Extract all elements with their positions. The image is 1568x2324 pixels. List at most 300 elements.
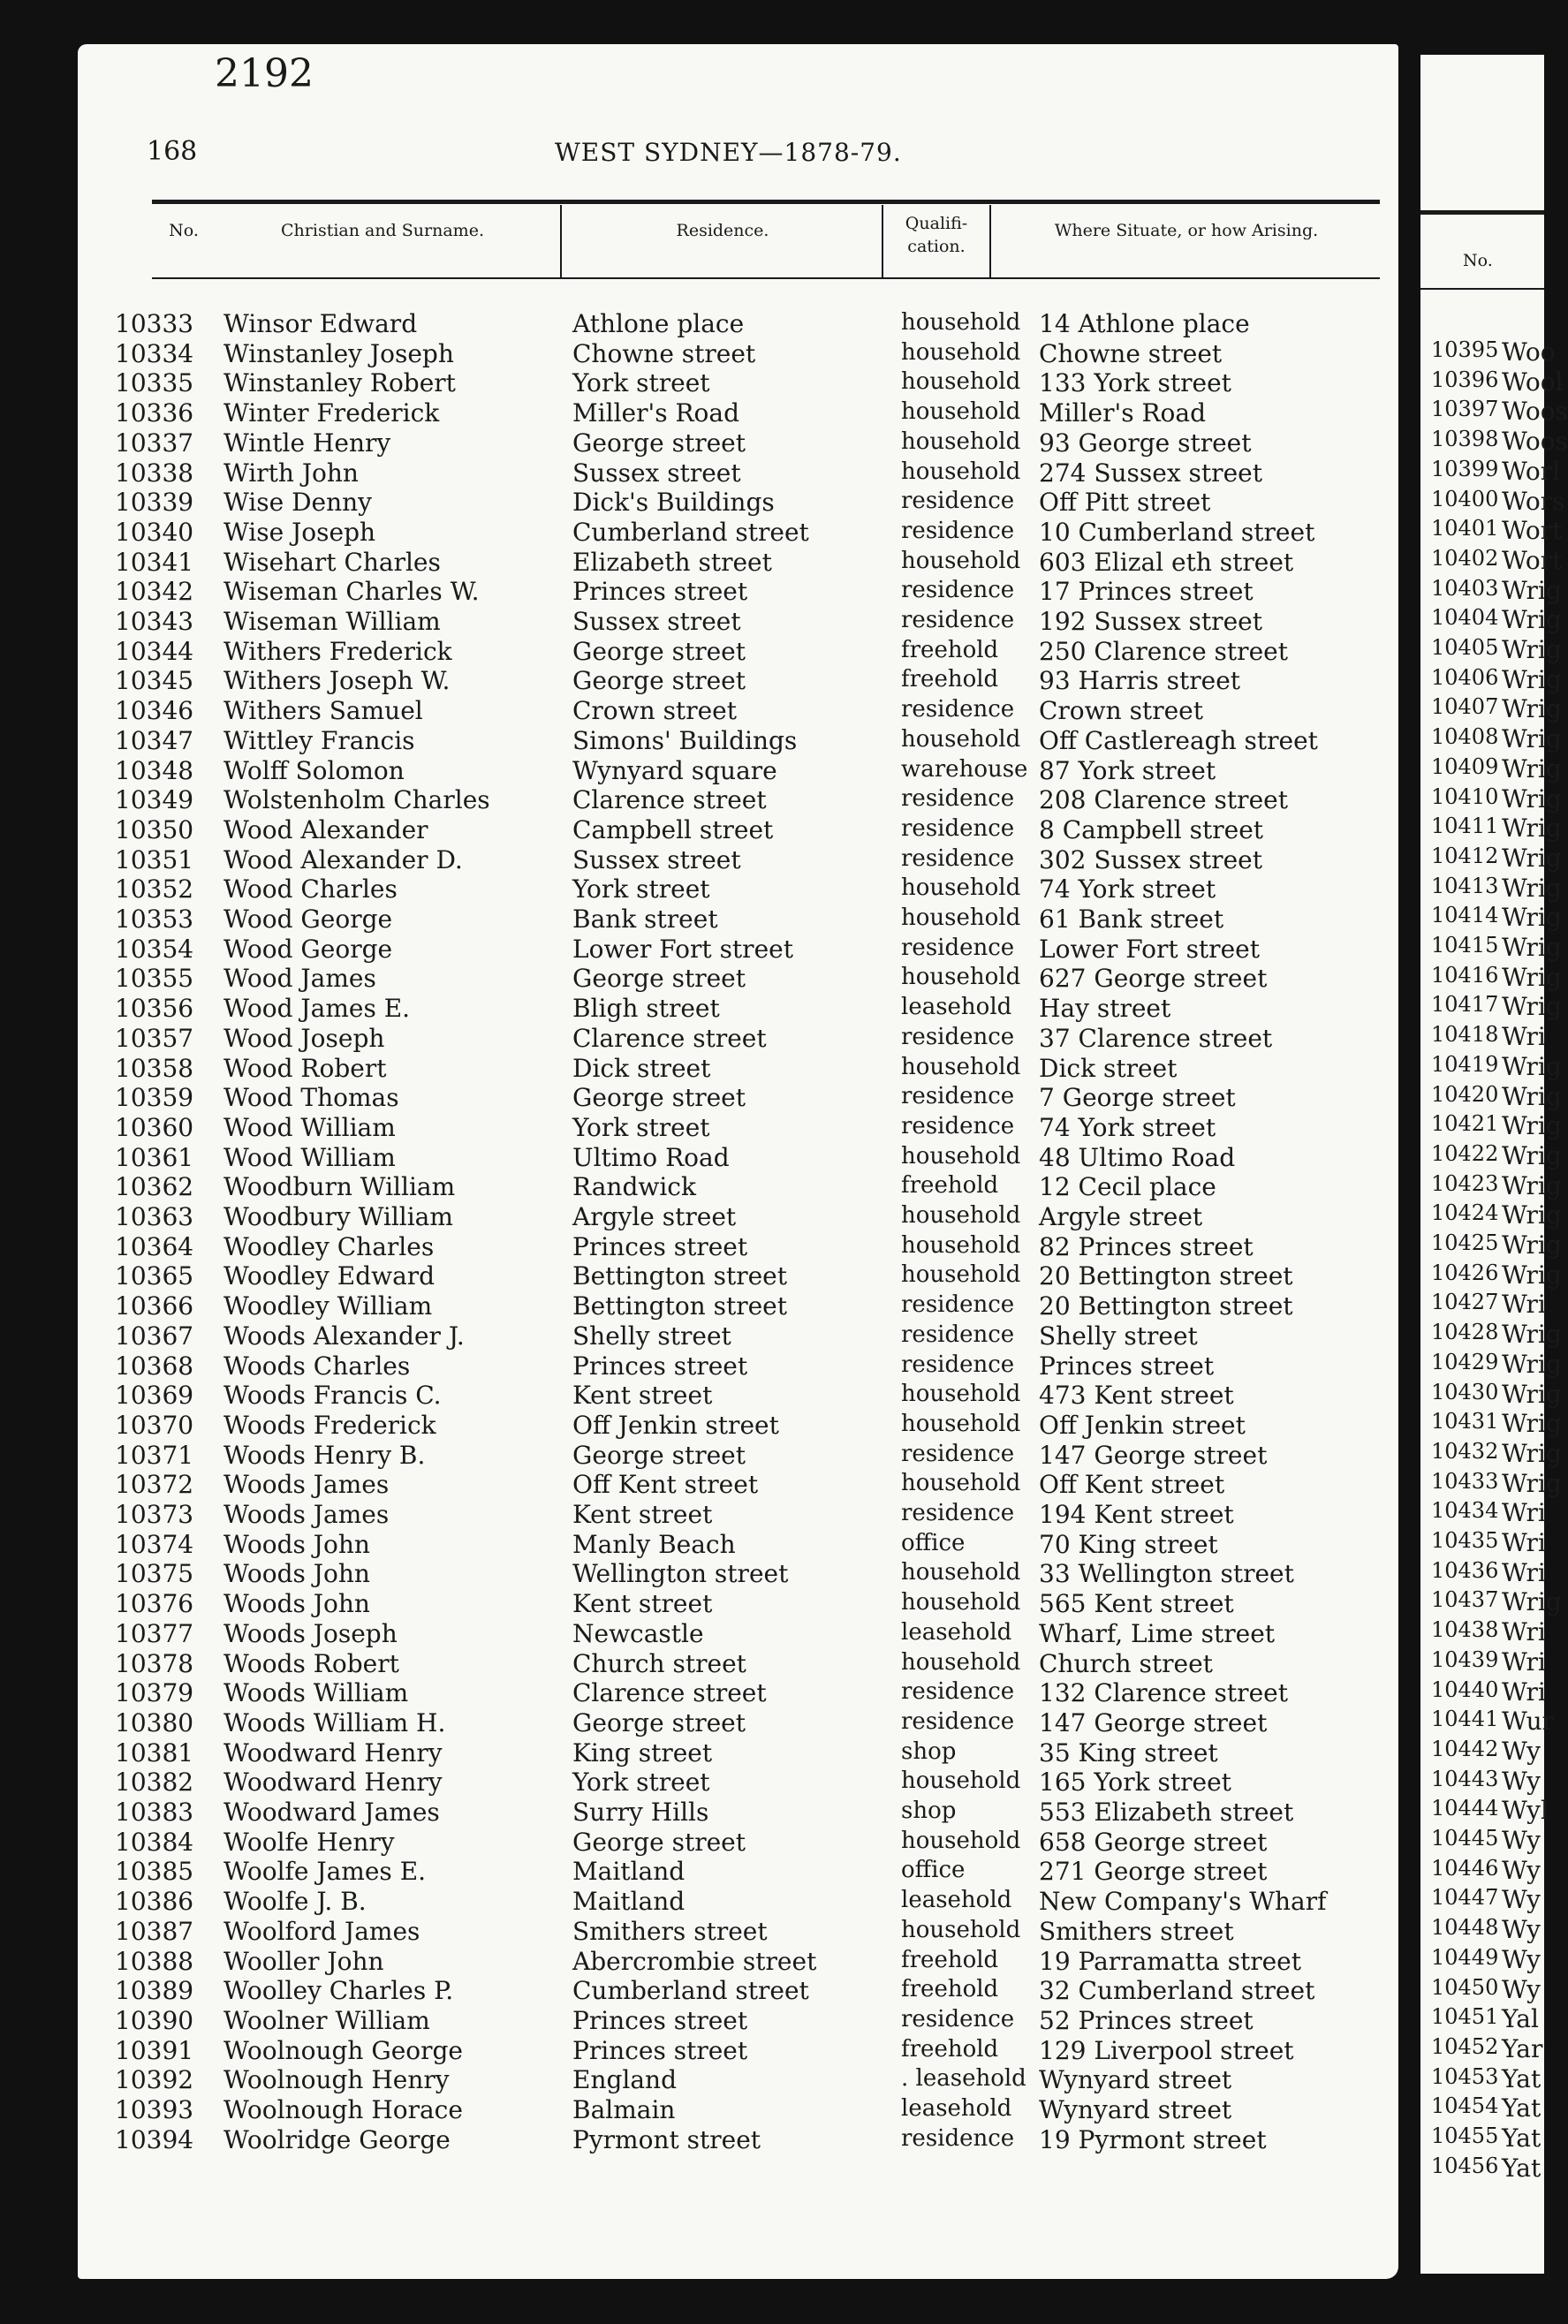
entry-number: 10385 <box>115 1857 194 1887</box>
elector-qualification: household <box>901 1768 1021 1795</box>
entry-number: 10361 <box>115 1142 194 1172</box>
elector-name: Woods Alexander J. <box>223 1321 465 1351</box>
elector-residence: Clarence street <box>572 1678 767 1708</box>
adjacent-name-fragment: Wort <box>1502 545 1563 575</box>
elector-qualification: freehold <box>901 2035 999 2063</box>
elector-name: Woods James <box>223 1500 390 1529</box>
elector-qualification: household <box>901 905 1021 931</box>
adjacent-name-fragment: Wrig <box>1502 753 1562 783</box>
elector-qualification: household <box>901 547 1021 574</box>
property-location: 93 George street <box>1039 428 1252 458</box>
elector-qualification: residence <box>901 785 1015 813</box>
adjacent-entry-number: 10400 <box>1431 486 1499 511</box>
elector-residence: Sussex street <box>572 458 741 488</box>
entry-number: 10394 <box>115 2124 194 2154</box>
elector-name: Wood George <box>223 934 393 964</box>
adjacent-name-fragment: Woo <box>1502 337 1556 367</box>
adjacent-name-fragment: Wrig <box>1502 575 1562 605</box>
property-location: 33 Wellington street <box>1039 1559 1294 1589</box>
entry-number: 10367 <box>115 1321 194 1351</box>
elector-residence: Off Jenkin street <box>572 1410 779 1440</box>
elector-residence: Kent street <box>572 1589 713 1619</box>
property-location: Wynyard street <box>1039 2065 1232 2095</box>
elector-qualification: household <box>901 1231 1021 1259</box>
header-top-rule <box>152 200 1380 204</box>
property-location: 93 Harris street <box>1039 666 1241 696</box>
elector-qualification: household <box>901 1648 1021 1676</box>
adjacent-name-fragment: Wur <box>1502 1707 1555 1737</box>
entry-number: 10343 <box>115 607 194 636</box>
adjacent-entry-number: 10438 <box>1431 1617 1499 1643</box>
adjacent-name-fragment: Wrig <box>1502 843 1562 873</box>
adjacent-name-fragment: Wrig <box>1502 903 1562 933</box>
entry-number: 10356 <box>115 994 194 1024</box>
entry-number: 10366 <box>115 1291 194 1321</box>
property-location: New Company's Wharf <box>1039 1887 1327 1917</box>
elector-qualification: freehold <box>901 1946 999 1973</box>
elector-name: Woods John <box>223 1559 370 1589</box>
elector-residence: Bettington street <box>572 1291 788 1321</box>
adjacent-name-fragment: Wrig <box>1502 1111 1562 1141</box>
adjacent-entry-number: 10405 <box>1431 635 1499 660</box>
adjacent-name-fragment: Wrig <box>1502 1230 1562 1260</box>
adjacent-name-fragment: Wri <box>1502 1290 1546 1320</box>
elector-qualification: household <box>901 1916 1021 1943</box>
entry-number: 10380 <box>115 1707 194 1737</box>
elector-residence: Campbell street <box>572 814 774 844</box>
entry-number: 10391 <box>115 2035 194 2065</box>
property-location: 271 George street <box>1039 1857 1268 1887</box>
elector-residence: Newcastle <box>572 1618 704 1648</box>
elector-qualification: leasehold <box>901 1887 1012 1914</box>
elector-name: Withers Samuel <box>223 696 423 726</box>
entry-number: 10363 <box>115 1202 194 1231</box>
column-divider <box>989 205 991 277</box>
elector-residence: Clarence street <box>572 1023 767 1053</box>
elector-qualification: household <box>901 1559 1021 1586</box>
adjacent-entry-number: 10412 <box>1431 843 1499 868</box>
elector-name: Withers Joseph W. <box>223 666 451 696</box>
entry-number: 10378 <box>115 1648 194 1678</box>
property-location: 165 York street <box>1039 1768 1231 1798</box>
property-location: 274 Sussex street <box>1039 458 1262 488</box>
elector-residence: Off Kent street <box>572 1470 759 1500</box>
elector-qualification: household <box>901 338 1021 366</box>
property-location: Miller's Road <box>1039 398 1207 428</box>
adjacent-entry-number: 10407 <box>1431 694 1499 720</box>
elector-residence: Argyle street <box>572 1202 737 1231</box>
elector-residence: George street <box>572 1827 746 1857</box>
elector-qualification: residence <box>901 844 1015 872</box>
elector-qualification: residence <box>901 696 1015 723</box>
elector-name: Woods Henry B. <box>223 1440 426 1470</box>
entry-number: 10333 <box>115 309 194 338</box>
property-location: 553 Elizabeth street <box>1039 1798 1294 1827</box>
elector-name: Woods Joseph <box>223 1618 398 1648</box>
adjacent-entry-number: 10431 <box>1431 1409 1499 1435</box>
entry-number: 10346 <box>115 696 194 726</box>
adjacent-name-fragment: Wri <box>1502 1617 1546 1647</box>
elector-residence: Princes street <box>572 577 748 607</box>
adjacent-entry-number: 10427 <box>1431 1290 1499 1315</box>
entry-number: 10384 <box>115 1827 194 1857</box>
adjacent-entry-number: 10433 <box>1431 1468 1499 1494</box>
adjacent-name-fragment: Wrig <box>1502 1200 1562 1230</box>
adjacent-name-fragment: Wrig <box>1502 664 1562 694</box>
adjacent-entry-number: 10411 <box>1431 814 1499 839</box>
elector-qualification: residence <box>901 577 1015 604</box>
entry-number: 10355 <box>115 964 194 994</box>
adjacent-page-edge <box>1420 55 1568 2274</box>
elector-qualification: household <box>901 1261 1021 1289</box>
adjacent-name-fragment: Wrig <box>1502 1438 1562 1468</box>
property-location: 19 Parramatta street <box>1039 1946 1302 1976</box>
elector-residence: Princes street <box>572 1231 748 1261</box>
adjacent-entry-number: 10395 <box>1431 337 1499 362</box>
elector-qualification: freehold <box>901 1976 999 2003</box>
elector-name: Wise Joseph <box>223 517 376 547</box>
elector-residence: Randwick <box>572 1172 696 1202</box>
adjacent-name-fragment: Wy <box>1502 1766 1541 1796</box>
elector-residence: Cumberland street <box>572 517 809 547</box>
elector-residence: Cumberland street <box>572 1976 809 2006</box>
elector-residence: Elizabeth street <box>572 547 772 577</box>
adjacent-name-fragment: Wy <box>1502 1915 1541 1945</box>
entry-number: 10349 <box>115 785 194 815</box>
elector-qualification: residence <box>901 1112 1015 1139</box>
elector-qualification: shop <box>901 1798 957 1824</box>
property-location: Crown street <box>1039 696 1203 726</box>
elector-name: Woods William H. <box>223 1707 446 1737</box>
adjacent-entry-number: 10398 <box>1431 427 1499 452</box>
adjacent-entry-number: 10453 <box>1431 2063 1499 2089</box>
elector-name: Wolstenholm Charles <box>223 785 490 815</box>
elector-residence: George street <box>572 1083 746 1113</box>
elector-qualification: household <box>901 458 1021 485</box>
entry-number: 10337 <box>115 428 194 458</box>
adjacent-entry-number: 10426 <box>1431 1260 1499 1285</box>
elector-qualification: residence <box>901 1500 1015 1526</box>
elector-name: Woods Francis C. <box>223 1381 442 1411</box>
adjacent-name-fragment: Woos <box>1502 397 1568 427</box>
entry-number: 10340 <box>115 517 194 547</box>
property-location: 20 Bettington street <box>1039 1261 1293 1291</box>
adjacent-entry-number: 10402 <box>1431 545 1499 571</box>
entry-number: 10377 <box>115 1618 194 1648</box>
adjacent-name-fragment: Yat <box>1502 2093 1541 2123</box>
property-location: Lower Fort street <box>1039 934 1260 964</box>
adjacent-name-fragment: Wrig <box>1502 873 1562 903</box>
entry-number: 10383 <box>115 1798 194 1827</box>
entry-number: 10376 <box>115 1589 194 1619</box>
entry-number: 10353 <box>115 905 194 934</box>
adjacent-entry-number: 10456 <box>1431 2153 1499 2178</box>
property-location: 8 Campbell street <box>1039 814 1264 844</box>
elector-qualification: household <box>901 1142 1021 1170</box>
elector-qualification: household <box>901 368 1021 396</box>
adjacent-name-fragment: Wrig <box>1502 1320 1562 1350</box>
entry-number: 10393 <box>115 2095 194 2124</box>
adjacent-name-fragment: Wrig <box>1502 1468 1562 1498</box>
adjacent-name-fragment: Wyl <box>1502 1796 1549 1826</box>
adjacent-entry-number: 10410 <box>1431 783 1499 809</box>
property-location: 61 Bank street <box>1039 905 1224 934</box>
adjacent-entry-number: 10422 <box>1431 1140 1499 1166</box>
elector-qualification: residence <box>901 814 1015 842</box>
property-location: 10 Cumberland street <box>1039 517 1315 547</box>
elector-name: Wood Alexander <box>223 814 428 844</box>
elector-residence: George street <box>572 1440 746 1470</box>
adjacent-entry-number: 10421 <box>1431 1111 1499 1137</box>
property-location: 250 Clarence street <box>1039 636 1288 666</box>
entry-number: 10375 <box>115 1559 194 1589</box>
property-location: Off Castlereagh street <box>1039 725 1318 755</box>
elector-qualification: . leasehold <box>901 2065 1026 2093</box>
property-location: 192 Sussex street <box>1039 607 1262 636</box>
adjacent-entry-number: 10443 <box>1431 1766 1499 1791</box>
elector-residence: Ultimo Road <box>572 1142 730 1172</box>
adjacent-name-fragment: Wrig <box>1502 992 1562 1022</box>
entry-number: 10344 <box>115 636 194 666</box>
elector-residence: Dick street <box>572 1053 711 1083</box>
property-location: 7 George street <box>1039 1083 1236 1113</box>
property-location: 52 Princes street <box>1039 2005 1254 2035</box>
page-number: 168 <box>147 136 198 167</box>
elector-residence: George street <box>572 666 746 696</box>
elector-name: Woodley William <box>223 1291 433 1321</box>
property-location: Shelly street <box>1039 1321 1198 1351</box>
adjacent-entry-number: 10444 <box>1431 1796 1499 1821</box>
elector-residence: Balmain <box>572 2095 676 2124</box>
entry-number: 10374 <box>115 1529 194 1559</box>
adjacent-entry-number: 10435 <box>1431 1528 1499 1553</box>
elector-residence: Clarence street <box>572 785 767 815</box>
property-location: 129 Liverpool street <box>1039 2035 1294 2065</box>
elector-residence: Maitland <box>572 1857 686 1887</box>
adjacent-entry-number: 10414 <box>1431 903 1499 928</box>
adjacent-name-fragment: Wrig <box>1502 1409 1562 1439</box>
adjacent-name-fragment: Wri <box>1502 1677 1546 1707</box>
column-divider <box>560 205 562 277</box>
elector-name: Wood Joseph <box>223 1023 385 1053</box>
property-location: Wynyard street <box>1039 2095 1232 2124</box>
adjacent-entry-number: 10451 <box>1431 2004 1499 2030</box>
entry-number: 10350 <box>115 814 194 844</box>
entry-number: 10357 <box>115 1023 194 1053</box>
adjacent-name-fragment: Wy <box>1502 1885 1541 1915</box>
property-location: 627 George street <box>1039 964 1268 994</box>
adjacent-name-fragment: Yat <box>1502 2153 1541 2183</box>
entry-number: 10388 <box>115 1946 194 1976</box>
property-location: Chowne street <box>1039 338 1223 368</box>
adjacent-header-rule <box>1420 288 1544 290</box>
adjacent-entry-number: 10442 <box>1431 1736 1499 1761</box>
property-location: 17 Princes street <box>1039 577 1254 607</box>
elector-residence: Simons' Buildings <box>572 725 798 755</box>
adjacent-entry-number: 10424 <box>1431 1200 1499 1226</box>
elector-name: Withers Frederick <box>223 636 452 666</box>
entry-number: 10362 <box>115 1172 194 1202</box>
property-location: 208 Clarence street <box>1039 785 1288 815</box>
elector-qualification: residence <box>901 1083 1015 1110</box>
property-location: 70 King street <box>1039 1529 1218 1559</box>
adjacent-name-fragment: Yal <box>1502 2004 1539 2034</box>
adjacent-entry-number: 10401 <box>1431 516 1499 541</box>
header-name: Christian and Surname. <box>281 221 484 240</box>
entry-number: 10386 <box>115 1887 194 1917</box>
header-where: Where Situate, or how Arising. <box>1054 221 1319 240</box>
elector-name: Woodward Henry <box>223 1737 443 1768</box>
elector-qualification: household <box>901 1053 1021 1080</box>
adjacent-entry-number: 10447 <box>1431 1885 1499 1911</box>
elector-qualification: residence <box>901 1351 1015 1378</box>
entry-number: 10334 <box>115 338 194 368</box>
elector-residence: Manly Beach <box>572 1529 736 1559</box>
property-location: 14 Athlone place <box>1039 309 1250 338</box>
adjacent-name-fragment: Yar <box>1502 2033 1543 2063</box>
property-location: 87 York street <box>1039 755 1216 785</box>
entry-number: 10352 <box>115 874 194 905</box>
elector-name: Wood James E. <box>223 994 411 1024</box>
elector-qualification: household <box>901 1381 1021 1408</box>
adjacent-entry-number: 10434 <box>1431 1498 1499 1524</box>
elector-residence: Maitland <box>572 1887 686 1917</box>
elector-qualification: residence <box>901 1440 1015 1467</box>
adjacent-top-rule <box>1420 210 1544 215</box>
elector-name: Wolff Solomon <box>223 755 405 785</box>
adjacent-name-fragment: Wrig <box>1502 814 1562 844</box>
entry-number: 10390 <box>115 2005 194 2035</box>
adjacent-entry-number: 10455 <box>1431 2123 1499 2148</box>
adjacent-entry-number: 10429 <box>1431 1349 1499 1374</box>
elector-residence: Wynyard square <box>572 755 777 785</box>
elector-residence: Sussex street <box>572 844 741 874</box>
elector-qualification: household <box>901 309 1021 336</box>
entry-number: 10382 <box>115 1768 194 1798</box>
adjacent-entry-number: 10452 <box>1431 2033 1499 2059</box>
entry-number: 10345 <box>115 666 194 696</box>
elector-name: Woolfe James E. <box>223 1857 427 1887</box>
entry-number: 10336 <box>115 398 194 428</box>
elector-name: Wood James <box>223 964 376 994</box>
elector-residence: Kent street <box>572 1381 713 1411</box>
elector-qualification: shop <box>901 1737 957 1765</box>
elector-residence: Church street <box>572 1648 746 1678</box>
column-divider <box>882 205 883 277</box>
elector-name: Woolner William <box>223 2005 430 2035</box>
property-location: Smithers street <box>1039 1916 1234 1946</box>
adjacent-entry-number: 10445 <box>1431 1826 1499 1851</box>
adjacent-entry-number: 10416 <box>1431 962 1499 988</box>
property-location: 82 Princes street <box>1039 1231 1254 1261</box>
entry-number: 10339 <box>115 488 194 518</box>
entry-number: 10371 <box>115 1440 194 1470</box>
entry-number: 10359 <box>115 1083 194 1113</box>
property-location: 565 Kent street <box>1039 1589 1234 1619</box>
adjacent-entry-number: 10436 <box>1431 1557 1499 1583</box>
entry-number: 10338 <box>115 458 194 488</box>
elector-residence: Princes street <box>572 2005 748 2035</box>
elector-name: Woolnough George <box>223 2035 464 2065</box>
adjacent-name-fragment: Wy <box>1502 1944 1541 1974</box>
elector-qualification: residence <box>901 488 1015 515</box>
adjacent-entry-number: 10406 <box>1431 664 1499 690</box>
elector-qualification: household <box>901 428 1021 455</box>
property-location: Argyle street <box>1039 1202 1203 1231</box>
adjacent-name-fragment: Wrig <box>1502 1051 1562 1081</box>
adjacent-entry-number: 10397 <box>1431 397 1499 422</box>
property-location: 603 Elizal eth street <box>1039 547 1294 577</box>
elector-residence: Dick's Buildings <box>572 488 775 518</box>
elector-name: Woolnough Horace <box>223 2095 463 2124</box>
elector-residence: Lower Fort street <box>572 934 793 964</box>
adjacent-entry-number: 10404 <box>1431 605 1499 631</box>
elector-qualification: warehouse <box>901 755 1028 783</box>
elector-name: Wisehart Charles <box>223 547 441 577</box>
elector-qualification: household <box>901 1470 1021 1497</box>
property-location: 147 George street <box>1039 1707 1268 1737</box>
elector-name: Winstanley Robert <box>223 368 456 398</box>
property-location: 12 Cecil place <box>1039 1172 1216 1202</box>
elector-name: Wooller John <box>223 1946 384 1976</box>
entry-number: 10365 <box>115 1261 194 1291</box>
property-location: Off Pitt street <box>1039 488 1211 518</box>
adjacent-name-fragment: Wool <box>1502 367 1564 397</box>
elector-qualification: leasehold <box>901 2095 1012 2122</box>
elector-name: Winsor Edward <box>223 309 418 338</box>
property-location: Wharf, Lime street <box>1039 1618 1276 1648</box>
elector-name: Woolley Charles P. <box>223 1976 454 2006</box>
elector-name: Wood Alexander D. <box>223 844 463 874</box>
elector-residence: York street <box>572 368 710 398</box>
adjacent-entry-number: 10418 <box>1431 1022 1499 1048</box>
adjacent-entry-number: 10396 <box>1431 367 1499 392</box>
elector-name: Woods James <box>223 1470 390 1500</box>
elector-qualification: residence <box>901 1321 1015 1348</box>
elector-qualification: residence <box>901 607 1015 633</box>
adjacent-name-fragment: Wrig <box>1502 1379 1562 1409</box>
elector-name: Woolfe Henry <box>223 1827 395 1857</box>
elector-name: Wittley Francis <box>223 725 415 755</box>
property-location: 37 Clarence street <box>1039 1023 1273 1053</box>
elector-residence: England <box>572 2065 678 2095</box>
elector-name: Woods John <box>223 1589 370 1619</box>
elector-residence: George street <box>572 1707 746 1737</box>
header-qualification: Qualifi-cation. <box>905 214 968 256</box>
elector-qualification: residence <box>901 1023 1015 1050</box>
elector-name: Wiseman Charles W. <box>223 577 480 607</box>
elector-residence: Surry Hills <box>572 1798 709 1827</box>
property-location: Princes street <box>1039 1351 1215 1381</box>
property-location: 74 York street <box>1039 874 1216 905</box>
entry-number: 10370 <box>115 1410 194 1440</box>
adjacent-name-fragment: Wrig <box>1502 1260 1562 1290</box>
entry-number: 10335 <box>115 368 194 398</box>
adjacent-name-fragment: Wrig <box>1502 1587 1562 1617</box>
adjacent-entry-number: 10437 <box>1431 1587 1499 1613</box>
adjacent-entry-number: 10419 <box>1431 1051 1499 1077</box>
page-mark: 2192 <box>215 51 314 96</box>
elector-residence: Pyrmont street <box>572 2124 761 2154</box>
adjacent-name-fragment: Wy <box>1502 1855 1541 1885</box>
elector-name: Wirth John <box>223 458 359 488</box>
elector-residence: Shelly street <box>572 1321 731 1351</box>
property-location: Dick street <box>1039 1053 1178 1083</box>
entry-number: 10372 <box>115 1470 194 1500</box>
elector-residence: George street <box>572 428 746 458</box>
adjacent-name-fragment: Wrig <box>1502 1349 1562 1379</box>
elector-name: Winstanley Joseph <box>223 338 454 368</box>
